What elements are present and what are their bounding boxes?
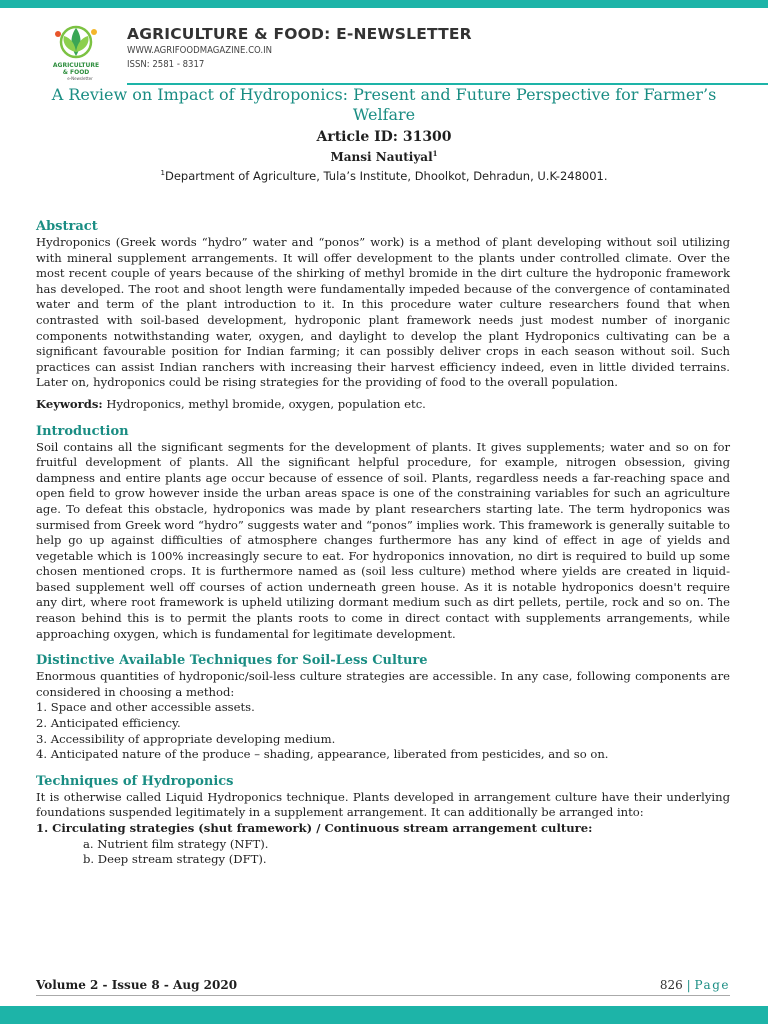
author-name: Mansi Nautiyal <box>330 150 433 164</box>
list-item: b. Deep stream strategy (DFT). <box>83 852 267 867</box>
page-number: 826 <box>659 978 683 992</box>
available-techniques-heading: Distinctive Available Techniques for Soil-Less Culture <box>36 653 428 669</box>
volume-issue-text: Volume 2 - Issue 8 - Aug 2020 <box>36 978 238 992</box>
introduction-heading: Introduction <box>36 423 129 439</box>
author-line <box>30 146 738 165</box>
website-text: WWW.AGRIFOODMAGAZINE.CO.IN <box>127 45 273 56</box>
list-item: 2. Anticipated efficiency. <box>36 716 181 731</box>
abstract-heading: Abstract <box>36 219 98 234</box>
article-id: Article ID: 31300 <box>316 129 452 145</box>
brand-block <box>127 24 472 72</box>
newsletter-header <box>0 8 768 84</box>
list-item: 3. Accessibility of appropriate developing medium. <box>36 731 336 746</box>
article-body <box>36 218 730 868</box>
page-label: Page <box>694 978 730 992</box>
list-item: a. Nutrient film strategy (NFT). <box>83 836 269 851</box>
page-number-block <box>660 978 730 992</box>
page-separator: | <box>686 978 691 992</box>
affiliation-text: Department of Agriculture, Tula’s Institute, Dhoolkot, Dehradun, U.K-248001. <box>164 168 608 183</box>
author-superscript: 1 <box>432 149 438 158</box>
affiliation-line <box>30 165 738 184</box>
logo-text-line-1: AGRICULTURE <box>52 62 100 69</box>
bottom-accent-bar <box>0 1006 768 1024</box>
page-footer <box>36 978 730 996</box>
article-title-block <box>30 85 738 184</box>
article-title: A Review on Impact of Hydroponics: Present and Future Perspective for Farmer’s Welfare <box>51 85 717 124</box>
circulating-strategies-subheading: 1. Circulating strategies (shut framework) / Continuous stream arrangement culture: <box>36 821 593 835</box>
newsletter-logo-icon <box>40 22 112 84</box>
footer-divider <box>36 995 730 996</box>
issn-text: ISSN: 2581 - 8317 <box>127 59 205 70</box>
list-item: 1. Space and other accessible assets. <box>36 700 255 715</box>
available-techniques-text: Enormous quantities of hydroponic/soil-less culture strategies are accessible. In any case, following components are considered in choosing a method: <box>36 669 730 699</box>
keywords-text: Hydroponics, methyl bromide, oxygen, population etc. <box>102 396 426 411</box>
introduction-text: Soil contains all the significant segments for the development of plants. It gives supplements; water and so on for fruitful development of plants. All the significant helpful procedure, for example, nitrogen obsession, giving dampness and entire plants age occur because of essence of soil. Plants, regardless needs a far-reaching space and open field to grow however inside the urban areas space is one of the constraining variables for such an agriculture age. To defeat this obstacle, hydroponics was made by plant researchers starting late. The term hydroponics was surmised from Greek word “hydro” suggests water and “ponos” implies work. This framework is generally suitable to help go up against difficulties of atmosphere changes furthermore has any kind of effect in age of yields and vegetable which is 100% increasingly secure to eat. For hydroponics innovation, no dirt is required to build up some chosen mentioned crops. It is furthermore named as (soil less culture) method where yields are created in liquid-based supplement well off courses of action underneath green house. As it is notable hydroponics doesn't require any dirt, where root framework is upheld utilizing dormant medium such as dirt pellets, pertile, rock and so on. The reason behind this is to permit the plants roots to come in direct contact with supplements arrangements, while approaching oxygen, which is fundamental for legitimate development. <box>36 439 730 641</box>
hydroponics-techniques-text: It is otherwise called Liquid Hydroponics technique. Plants developed in arrangement culture have their underlying foundations suspended legitimately in a supplement arrangement. It can additionally be arranged into: <box>36 789 730 820</box>
keywords-line <box>36 397 730 413</box>
list-item: 4. Anticipated nature of the produce – shading, appearance, liberated from pesticides, and so on. <box>36 747 609 762</box>
affiliation-superscript: 1 <box>160 169 165 177</box>
brand-title: AGRICULTURE & FOOD: E-NEWSLETTER <box>127 25 472 43</box>
top-accent-bar <box>0 0 768 8</box>
keywords-label: Keywords: <box>36 396 103 411</box>
hydroponics-techniques-heading: Techniques of Hydroponics <box>36 773 234 789</box>
abstract-text: Hydroponics (Greek words “hydro” water and “ponos” work) is a method of plant developing without soil utilizing with mineral supplement arrangements. It will offer development to the plants under controlled climate. Over the most recent couple of years because of the shirking of methyl bromide in the dirt culture the hydroponic framework has developed. The root and shoot length were fundamentally impeded because of the convergence of contaminated water and term of the plant introduction to it. In this procedure water culture researchers found that when contrasted with soil-based development, hydroponic plant framework needs just modest number of inorganic components notwithstanding water, oxygen, and daylight to develop the plant Hydroponics cultivating can be a significant favourable position for Indian farming; it can possibly deliver crops in each season without soil. Such practices can assist Indian ranchers with increasing their harvest efficiency indeed, even in little divided terrains. Later on, hydroponics could be rising strategies for the providing of food to the overall population. <box>36 235 730 390</box>
logo-text-line-3: e-Newsletter <box>67 76 93 81</box>
logo-text-line-2: & FOOD <box>62 69 90 76</box>
